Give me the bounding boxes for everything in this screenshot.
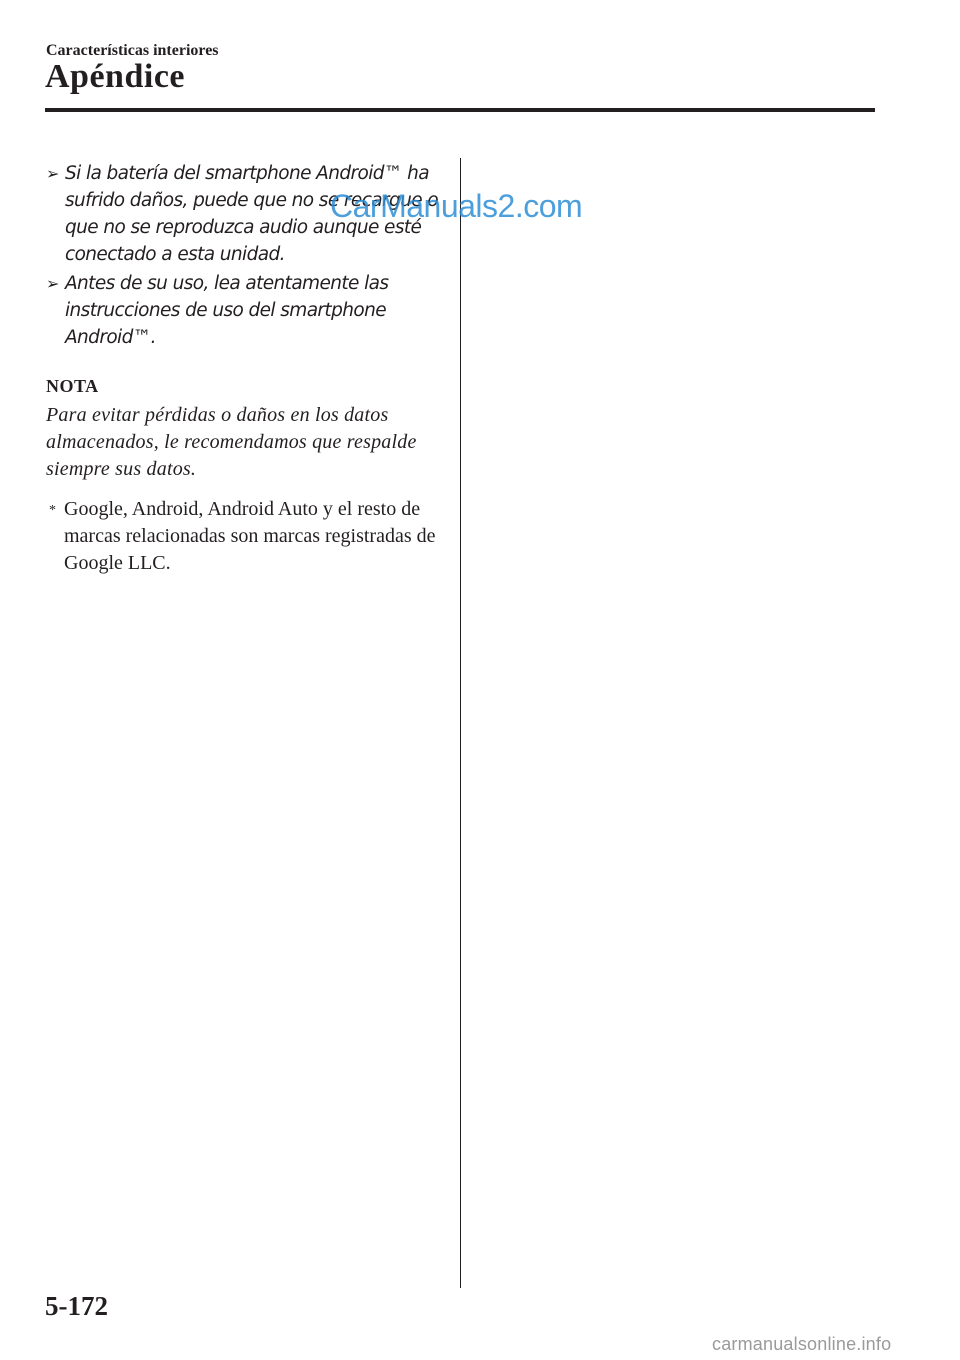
- footnote-text: Google, Android, Android Auto y el resto de marcas relacionadas son marcas registradas de Google LLC.: [64, 498, 436, 574]
- chapter-title: Apéndice: [45, 58, 185, 95]
- page-number: 5-172: [45, 1291, 108, 1321]
- trademark-footnote: [46, 496, 456, 577]
- section-label: Características interiores: [46, 42, 219, 59]
- asterisk-icon: *: [49, 503, 56, 518]
- column-divider: [460, 158, 461, 1288]
- caution-text: Antes de su uso, lea atentamente las instrucciones de uso del smartphone Android™.: [65, 273, 389, 348]
- arrow-bullet-icon: ➢: [46, 274, 59, 293]
- caution-text: Si la batería del smartphone Android™ ha sufrido daños, puede que no se recargue o que no se reproduzca audio aunque esté conectado a esta unidad.: [65, 163, 439, 265]
- header-rule: [45, 108, 875, 112]
- watermark-bottom: carmanualsonline.info: [712, 1334, 892, 1354]
- arrow-bullet-icon: ➢: [46, 164, 59, 183]
- note-body: Para evitar pérdidas o daños en los datos almacenados, le recomendamos que respalde siempre sus datos.: [46, 404, 417, 480]
- watermark-top: CarManuals2.com: [330, 188, 583, 224]
- note-heading: NOTA: [46, 376, 99, 396]
- caution-item: [46, 270, 446, 351]
